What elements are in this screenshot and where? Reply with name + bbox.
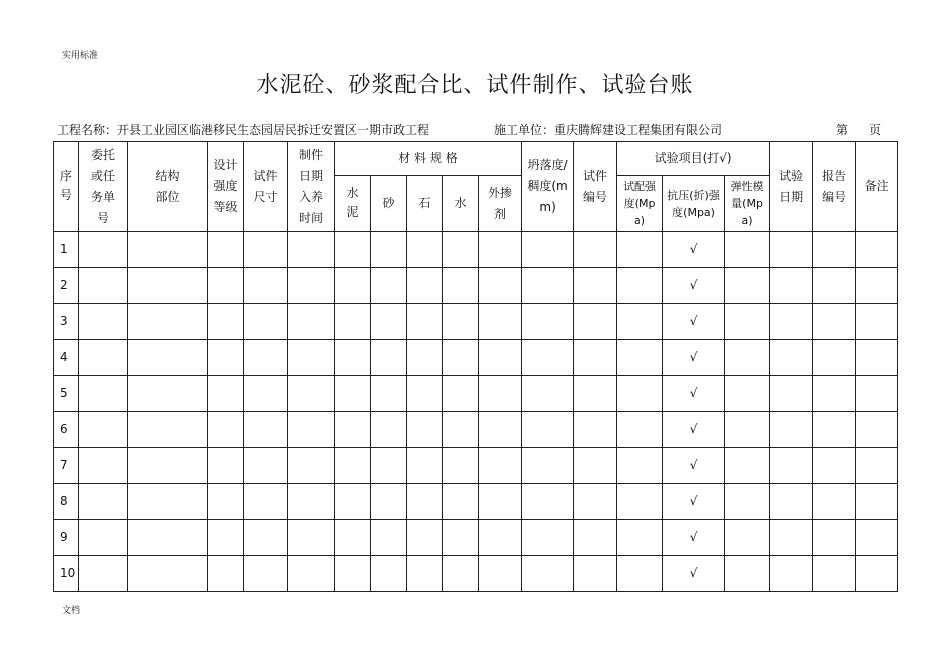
col-header-production: 制件日期入养时间	[288, 142, 335, 232]
compressive-check: √	[663, 304, 725, 340]
compressive-check: √	[663, 520, 725, 556]
header-note: 实用标准	[62, 51, 99, 61]
compressive-check: √	[663, 340, 725, 376]
row-number: 10	[54, 556, 79, 592]
table-row	[54, 448, 898, 484]
col-header-slump: 坍落度/稠度(mm)	[522, 142, 574, 232]
col-header-elastic-modulus: 弹性模量(Mpa)	[725, 176, 770, 232]
project-name: 工程名称：开县工业园区临港移民生态园居民拆迁安置区一期市政工程	[57, 123, 430, 137]
col-header-specimen-no: 试件编号	[574, 142, 617, 232]
col-header-grade: 设计强度等级	[208, 142, 244, 232]
row-number: 6	[54, 412, 79, 448]
col-header-sand: 砂	[371, 176, 407, 232]
col-header-test-items: 试验项目(打√)	[617, 142, 770, 176]
col-header-remarks: 备注	[856, 142, 898, 232]
row-number: 3	[54, 304, 79, 340]
table-body	[54, 232, 898, 592]
table-row	[54, 484, 898, 520]
footer-note: 文档	[62, 606, 81, 616]
table-row	[54, 556, 898, 592]
row-number: 5	[54, 376, 79, 412]
table-header	[54, 142, 898, 232]
row-number: 1	[54, 232, 79, 268]
compressive-check: √	[663, 556, 725, 592]
page-number-prefix: 第	[836, 123, 849, 137]
row-number: 7	[54, 448, 79, 484]
col-header-structure: 结构部位	[128, 142, 208, 232]
compressive-check: √	[663, 268, 725, 304]
col-header-stone: 石	[407, 176, 443, 232]
col-header-entrust: 委托或任务单号	[79, 142, 128, 232]
table-row	[54, 340, 898, 376]
compressive-check: √	[663, 484, 725, 520]
col-header-compressive: 抗压(折)强度(Mpa)	[663, 176, 725, 232]
table-row	[54, 304, 898, 340]
row-number: 8	[54, 484, 79, 520]
col-header-admixture: 外掺剂	[479, 176, 522, 232]
page-number-suffix: 页	[869, 123, 882, 137]
ledger-table	[53, 141, 898, 592]
col-header-materials: 材 料 规 格	[335, 142, 522, 176]
page-title: 水泥砼、砂浆配合比、试件制作、试验台账	[256, 73, 694, 98]
table-row	[54, 232, 898, 268]
col-header-cement: 水泥	[335, 176, 371, 232]
col-header-report-no: 报告编号	[813, 142, 856, 232]
row-number: 9	[54, 520, 79, 556]
table-row	[54, 376, 898, 412]
row-number: 4	[54, 340, 79, 376]
table-row	[54, 268, 898, 304]
compressive-check: √	[663, 376, 725, 412]
compressive-check: √	[663, 412, 725, 448]
contractor-name: 施工单位：重庆腾辉建设工程集团有限公司	[494, 123, 723, 137]
col-header-mix-strength: 试配强度(Mpa)	[617, 176, 663, 232]
table-row	[54, 412, 898, 448]
col-header-test-date: 试验日期	[770, 142, 813, 232]
col-header-specimen-size: 试件尺寸	[244, 142, 288, 232]
compressive-check: √	[663, 448, 725, 484]
col-header-seq: 序号	[54, 142, 79, 232]
compressive-check: √	[663, 232, 725, 268]
col-header-water: 水	[443, 176, 479, 232]
row-number: 2	[54, 268, 79, 304]
table-row	[54, 520, 898, 556]
